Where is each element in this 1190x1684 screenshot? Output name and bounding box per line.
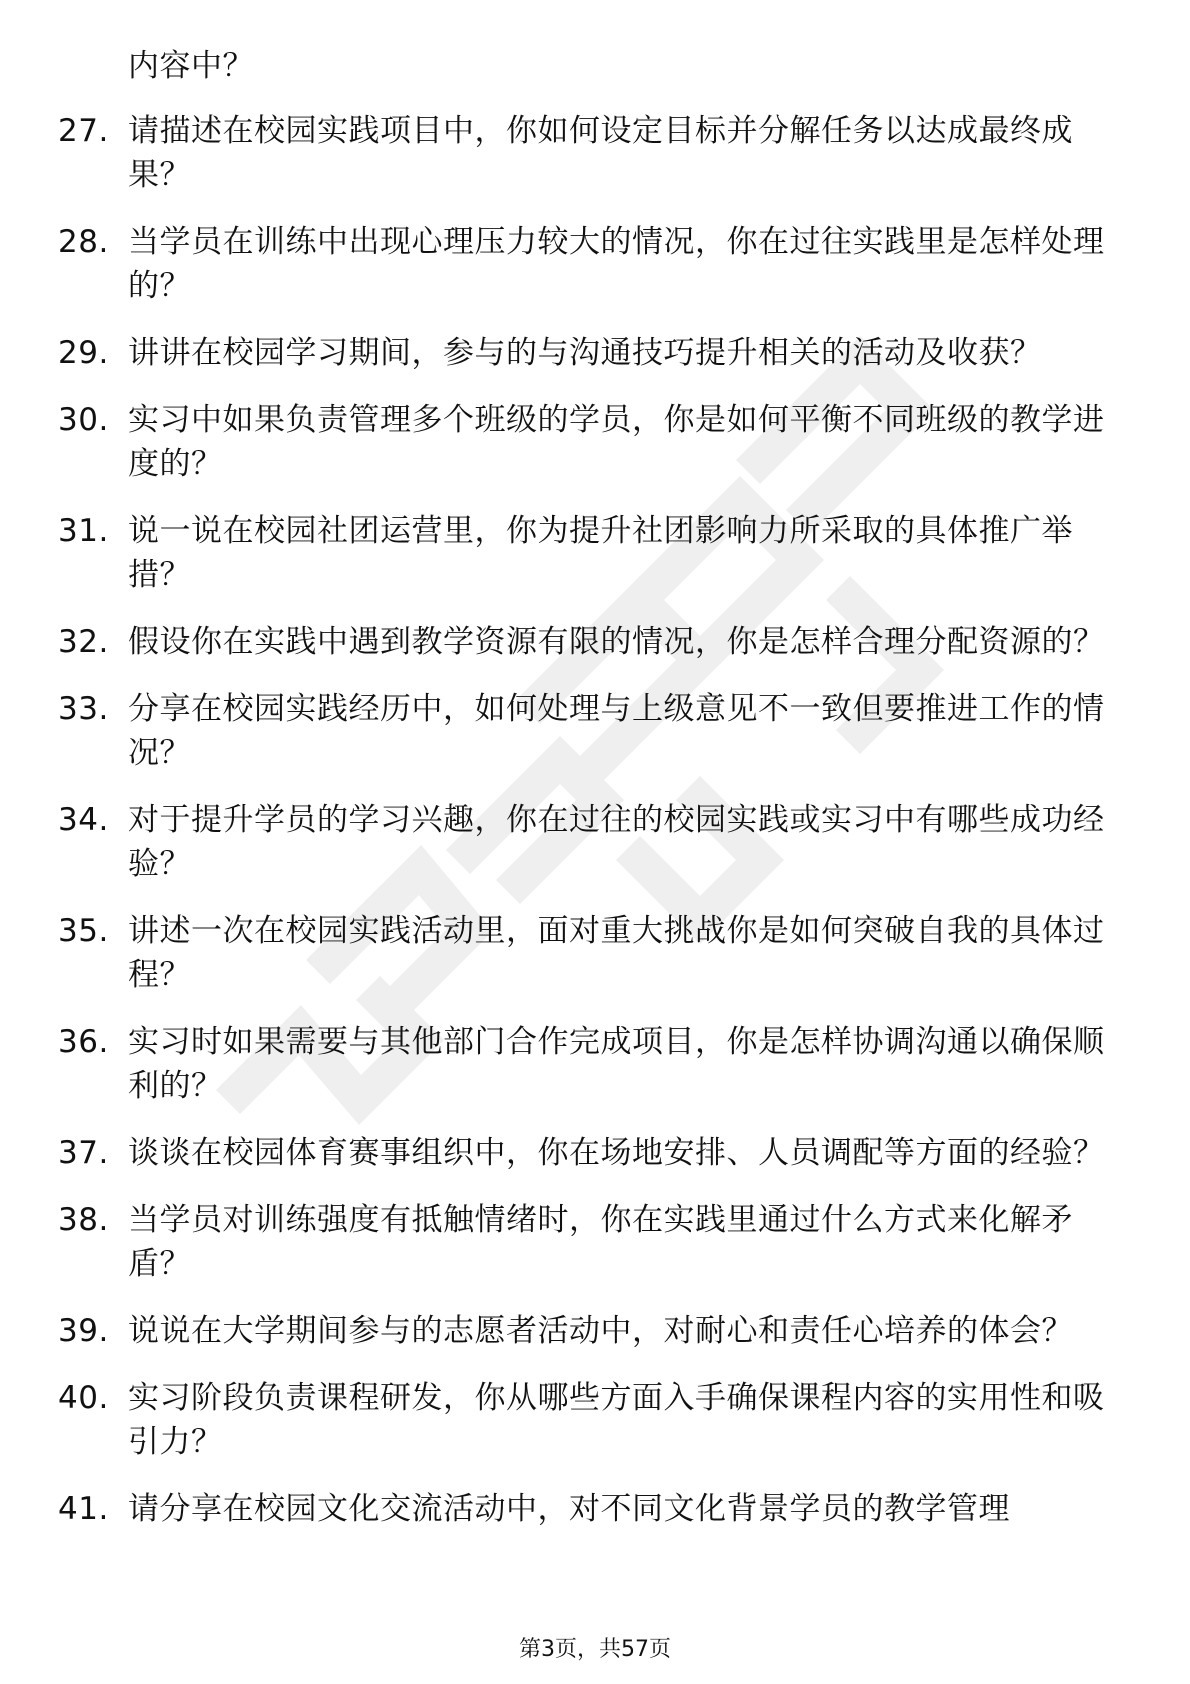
list-item [0, 1487, 1120, 1531]
question-number: 34. [58, 802, 109, 838]
question-number: 37. [58, 1135, 109, 1171]
question-number: 27. [58, 113, 109, 149]
list-item [0, 1198, 1120, 1286]
question-text: 假设你在实践中遇到教学资源有限的情况，你是怎样合理分配资源的？ [128, 624, 1105, 660]
list-item [0, 398, 1120, 486]
question-number: 40. [58, 1380, 109, 1416]
list-item [0, 220, 1120, 308]
question-text: 讲讲在校园学习期间，参与的与沟通技巧提升相关的活动及收获？ [128, 335, 1042, 371]
question-text: 请描述在校园实践项目中，你如何设定目标并分解任务以达成最终成果？ [128, 113, 1073, 193]
continuation-text: 内容中？ [128, 48, 254, 84]
question-text: 请分享在校园文化交流活动中，对不同文化背景学员的教学管理 [128, 1491, 1010, 1527]
question-number: 28. [58, 224, 109, 260]
list-item [0, 687, 1120, 775]
question-text: 实习阶段负责课程研发，你从哪些方面入手确保课程内容的实用性和吸引力？ [128, 1380, 1105, 1460]
question-number: 29. [58, 335, 109, 371]
list-item [0, 798, 1120, 886]
question-text: 当学员在训练中出现心理压力较大的情况，你在过往实践里是怎样处理的？ [128, 224, 1105, 304]
question-number: 39. [58, 1313, 109, 1349]
list-item [0, 1376, 1120, 1464]
question-text: 说说在大学期间参与的志愿者活动中，对耐心和责任心培养的体会？ [128, 1313, 1073, 1349]
list-item [0, 909, 1120, 997]
question-number: 38. [58, 1202, 109, 1238]
question-text: 实习中如果负责管理多个班级的学员，你是如何平衡不同班级的教学进度的？ [128, 402, 1105, 482]
question-text: 说一说在校园社团运营里，你为提升社团影响力所采取的具体推广举措？ [128, 513, 1073, 593]
question-number: 33. [58, 691, 109, 727]
question-text: 谈谈在校园体育赛事组织中，你在场地安排、人员调配等方面的经验？ [128, 1135, 1105, 1171]
list-item [0, 620, 1120, 664]
question-text: 当学员对训练强度有抵触情绪时，你在实践里通过什么方式来化解矛盾？ [128, 1202, 1073, 1282]
question-list [0, 109, 1190, 1554]
question-number: 31. [58, 513, 109, 549]
list-item [0, 509, 1120, 597]
list-item [0, 1131, 1120, 1175]
question-number: 32. [58, 624, 109, 660]
list-item [0, 331, 1120, 375]
question-text: 实习时如果需要与其他部门合作完成项目，你是怎样协调沟通以确保顺利的？ [128, 1024, 1105, 1104]
question-text: 分享在校园实践经历中，如何处理与上级意见不一致但要推进工作的情况？ [128, 691, 1105, 771]
question-number: 30. [58, 402, 109, 438]
question-text: 对于提升学员的学习兴趣，你在过往的校园实践或实习中有哪些成功经验？ [128, 802, 1105, 882]
question-number: 35. [58, 913, 109, 949]
page-footer: 第3页，共57页 [519, 1637, 671, 1662]
question-number: 36. [58, 1024, 109, 1060]
list-item [0, 1309, 1120, 1353]
list-item [0, 109, 1120, 197]
list-item [0, 1020, 1120, 1108]
question-text: 讲述一次在校园实践活动里，面对重大挑战你是如何突破自我的具体过程？ [128, 913, 1105, 993]
question-number: 41. [58, 1491, 109, 1527]
